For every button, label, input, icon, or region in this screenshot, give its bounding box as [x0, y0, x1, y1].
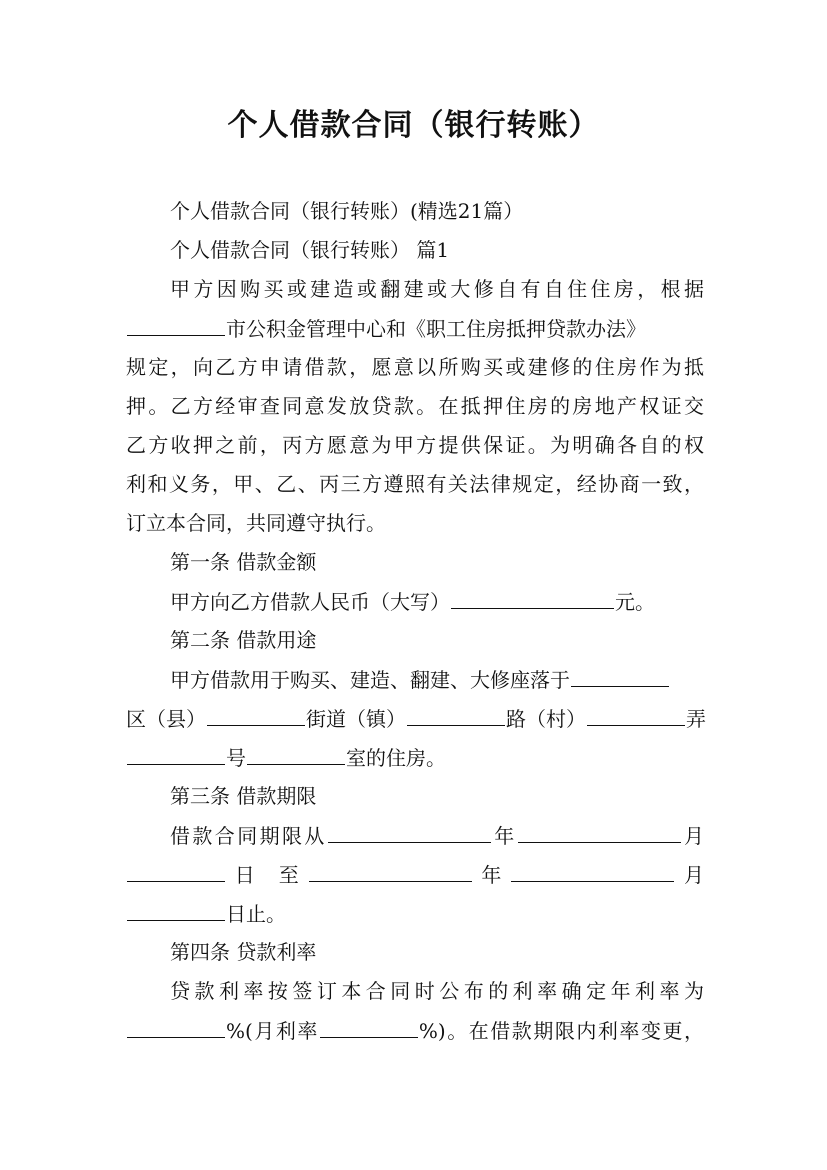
fill-blank-room[interactable] — [247, 744, 345, 765]
fill-blank-monthly-rate[interactable] — [320, 1017, 418, 1038]
article-3-line-1 — [170, 822, 704, 849]
fill-blank-amount[interactable] — [451, 588, 614, 609]
preamble-line-2-text: 市公积金管理中心和《职工住房抵押贷款办法》 — [226, 317, 646, 341]
article-3-line-2 — [126, 861, 704, 888]
article-1-text — [170, 588, 704, 615]
month-label-2: 月 — [675, 863, 705, 887]
article-3-heading: 第三条 借款期限 — [170, 784, 317, 808]
fill-blank-start-day[interactable] — [127, 861, 225, 882]
rate-change-text: %)。在借款期限内利率变更， — [418, 1019, 704, 1043]
article-1-text-before: 甲方向乙方借款人民币（大写） — [170, 590, 450, 614]
fill-blank-end-year[interactable] — [309, 861, 472, 882]
article-4-heading: 第四条 贷款利率 — [170, 940, 317, 964]
document-title: 个人借款合同（银行转账） — [227, 108, 600, 143]
chapter-title: 个人借款合同（银行转账） 篇1 — [170, 238, 450, 262]
preamble-line-4: 押。乙方经审查同意发放贷款。在抵押住房的房地产权证交 — [126, 394, 704, 418]
fill-blank-end-month[interactable] — [511, 861, 674, 882]
term-from-label: 借款合同期限从 — [170, 824, 327, 848]
month-label: 月 — [681, 824, 705, 848]
article-3-line-3 — [126, 900, 704, 927]
road-label: 路（村） — [506, 707, 586, 731]
preamble-line-1: 甲方因购买或建造或翻建或大修自有自住住房，根据 — [170, 277, 704, 301]
preamble-line-5: 乙方收押之前，丙方愿意为甲方提供保证。为明确各自的权 — [126, 433, 704, 457]
fill-blank-lane[interactable] — [587, 705, 685, 726]
fill-blank-number[interactable] — [127, 744, 225, 765]
fill-blank-street[interactable] — [207, 705, 305, 726]
article-4-line-1: 贷款利率按签订本合同时公布的利率确定年利率为 — [170, 979, 704, 1003]
district-label: 区（县） — [126, 707, 206, 731]
fill-blank-start-year[interactable] — [328, 822, 491, 843]
subtitle: 个人借款合同（银行转账）(精选21篇） — [170, 199, 524, 223]
fill-blank-city[interactable] — [127, 315, 225, 336]
article-2-line-1 — [170, 666, 704, 693]
fill-blank-end-day[interactable] — [127, 900, 225, 921]
room-label: 室的住房。 — [346, 746, 446, 770]
street-label: 街道（镇） — [306, 707, 406, 731]
article-4-line-2 — [126, 1017, 704, 1044]
preamble-line-3: 规定，向乙方申请借款，愿意以所购买或建修的住房作为抵 — [126, 355, 704, 379]
year-label: 年 — [491, 824, 517, 848]
term-end-label: 日止。 — [226, 902, 286, 926]
number-label: 号 — [226, 746, 246, 770]
preamble-line-7: 订立本合同，共同遵守执行。 — [126, 511, 386, 535]
fill-blank-annual-rate[interactable] — [127, 1017, 225, 1038]
fill-blank-road[interactable] — [407, 705, 505, 726]
fill-blank-start-month[interactable] — [518, 822, 681, 843]
preamble-line-6: 利和义务，甲、乙、丙三方遵照有关法律规定，经协商一致， — [126, 472, 704, 496]
article-2-text: 甲方借款用于购买、建造、翻建、大修座落于 — [170, 668, 570, 692]
article-2-heading: 第二条 借款用途 — [170, 628, 317, 652]
article-2-line-2 — [126, 705, 704, 732]
preamble-line-2 — [126, 315, 704, 342]
lane-label: 弄 — [686, 707, 706, 731]
monthly-rate-label: %(月利率 — [226, 1019, 319, 1043]
fill-blank-location[interactable] — [571, 666, 669, 687]
year-label-2: 年 — [472, 863, 511, 887]
article-1-heading: 第一条 借款金额 — [170, 550, 317, 574]
article-2-line-3 — [126, 744, 704, 771]
day-to-label: 日 至 — [226, 863, 308, 887]
article-1-text-after: 元。 — [615, 590, 655, 614]
